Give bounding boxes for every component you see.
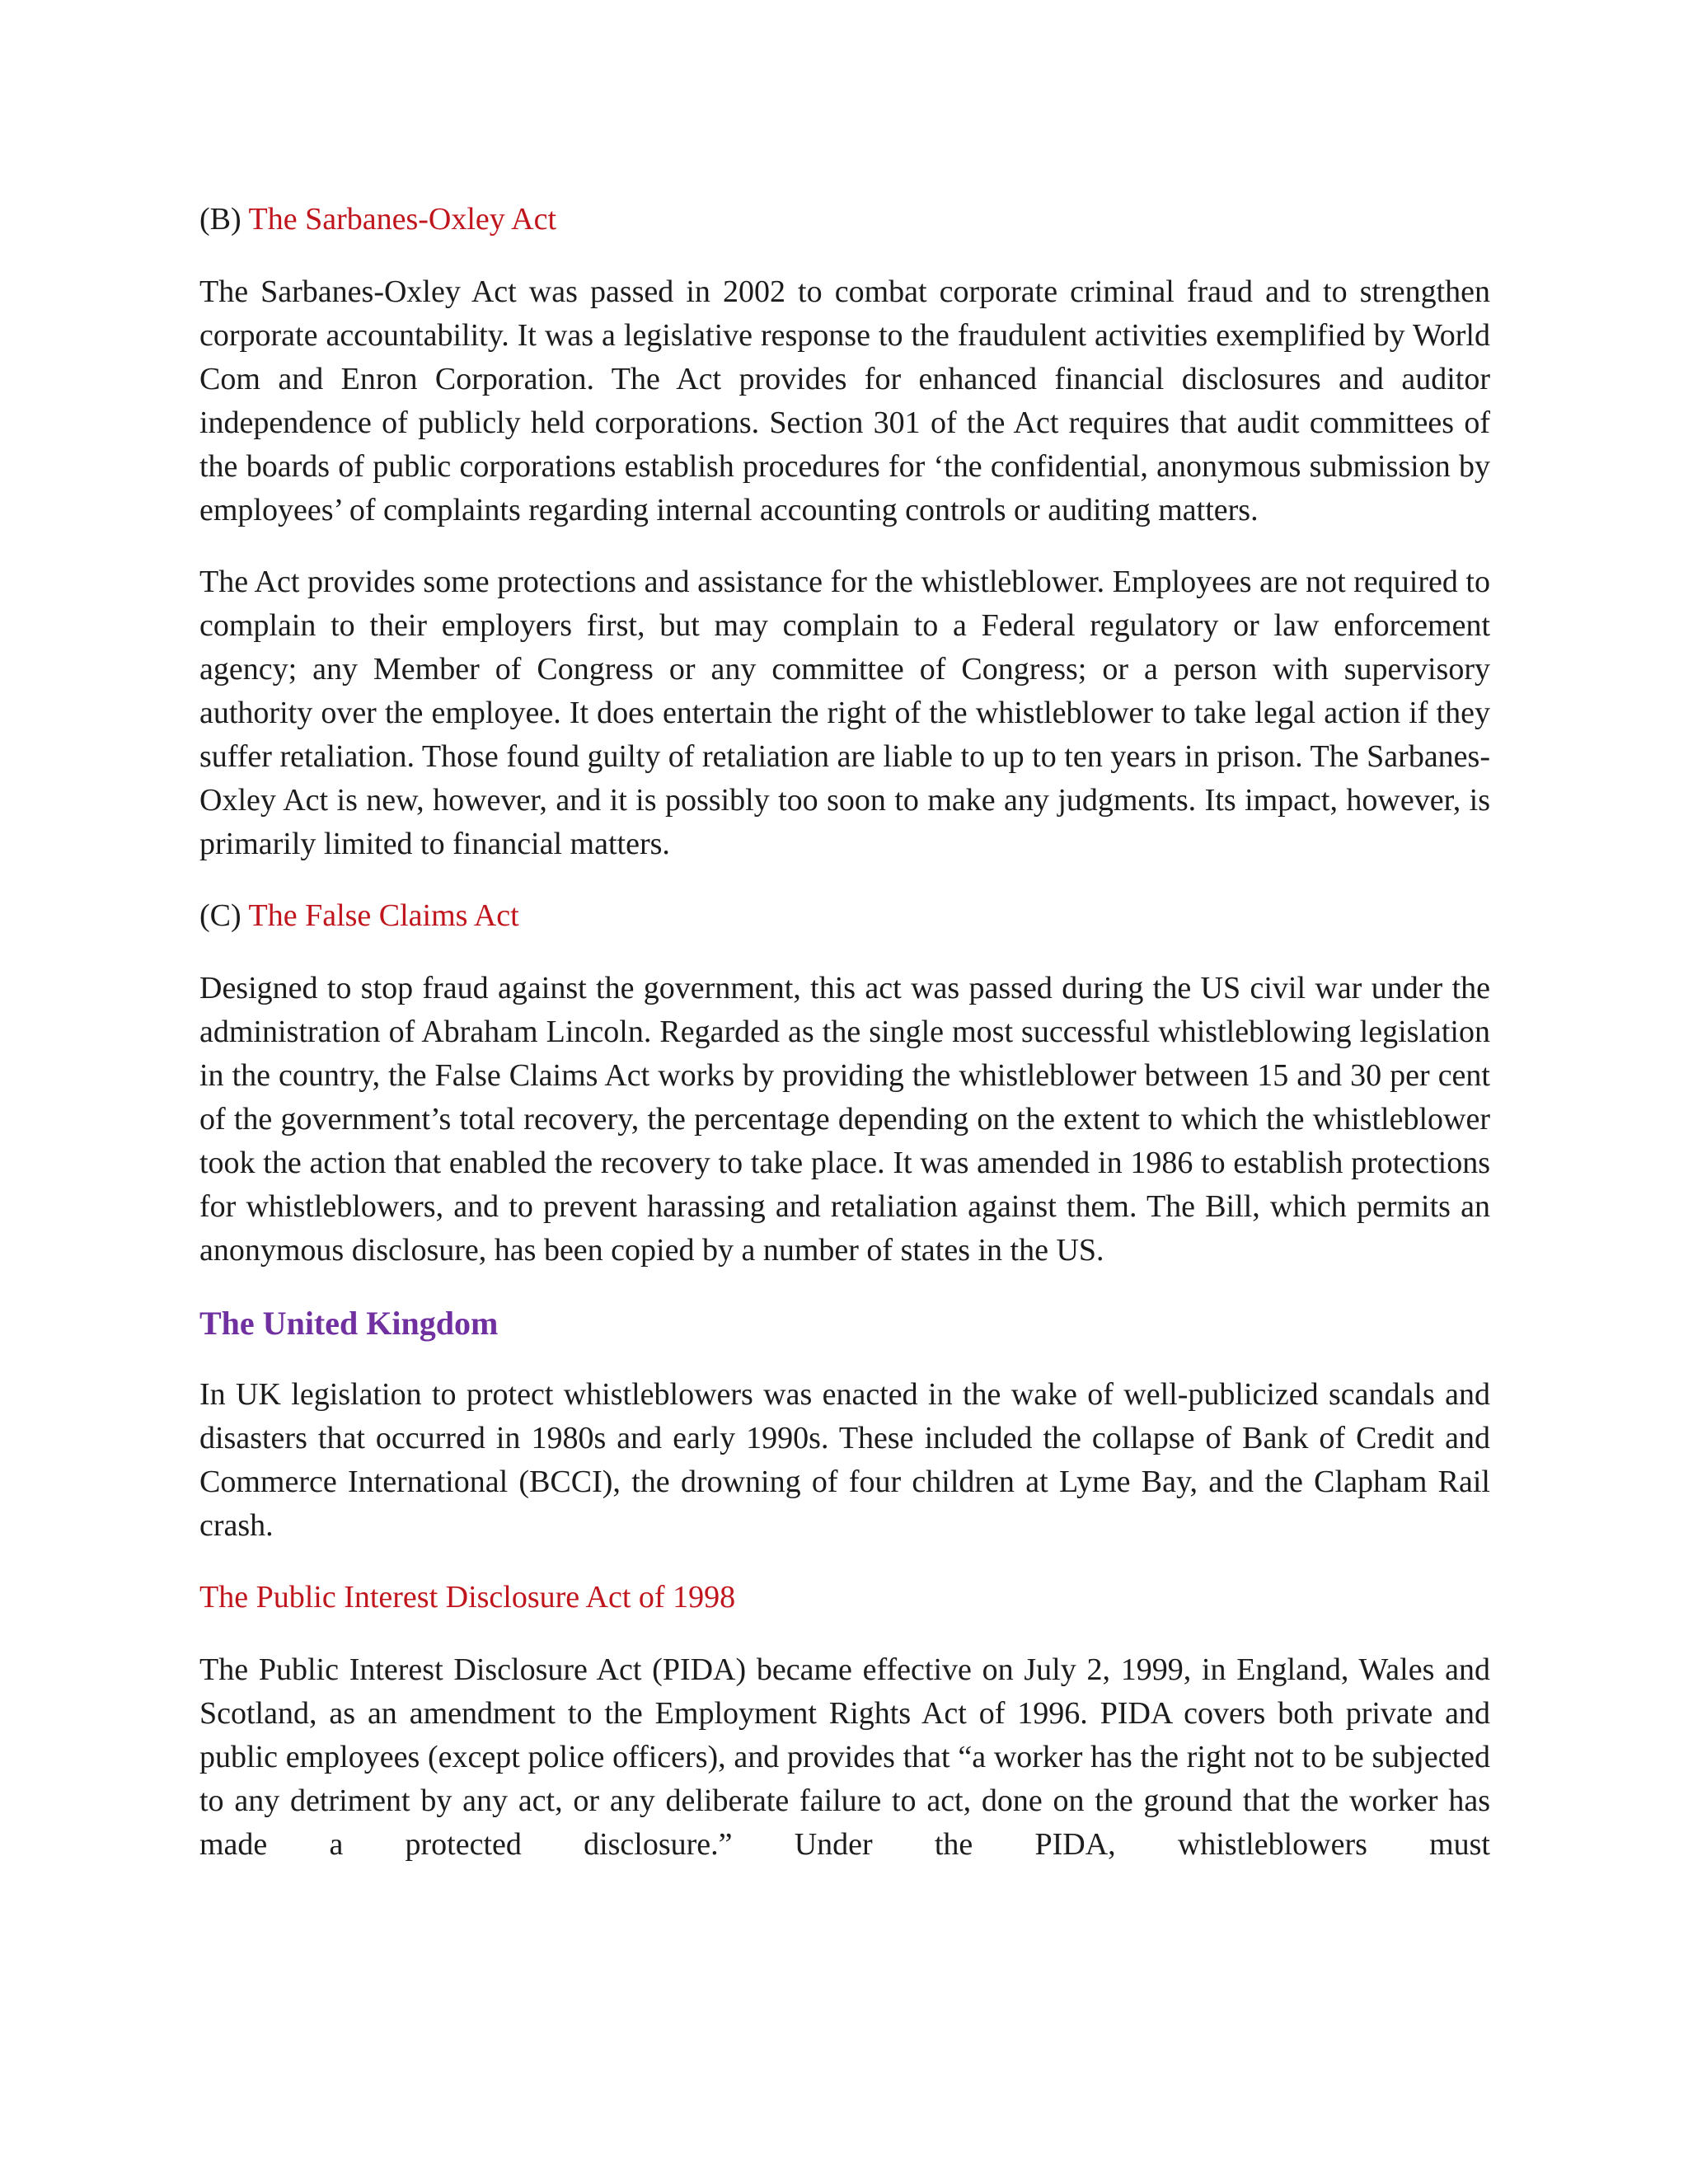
section-b-paragraph-2: The Act provides some protections and assistance for the whistleblower. Employees are not required to complain to their employers first, but may complain to a Federal regulatory or law enforcement agency; any Member of Congress or any committee of Congress; or a person with supervisory authority over the employee. It does entertain the right of the whistleblower to take legal action if they suffer retaliation. Those found guilty of retaliation are liable to up to ten years in prison. The Sarbanes-Oxley Act is new, however, and it is possibly too soon to make any judgments. Its impact, however, is primarily limited to financial matters. (199, 565, 1490, 861)
section-c-heading (199, 894, 1490, 938)
section-b-heading (199, 198, 1490, 241)
uk-heading: The United Kingdom (199, 1305, 499, 1342)
pida-heading: The Public Interest Disclosure Act of 1998 (199, 1580, 736, 1615)
document-page (199, 198, 1490, 1867)
section-b-label: (B) (199, 202, 241, 237)
section-c-label: (C) (199, 898, 241, 933)
uk-intro-paragraph: In UK legislation to protect whistleblowers was enacted in the wake of well-publicized scandals and disasters that occurred in 1980s and early 1990s. These included the collapse of Bank of Credit and Commerce International (BCCI), the drowning of four children at Lyme Bay, and the Clapham Rail crash. (199, 1377, 1490, 1543)
section-b-title: The Sarbanes-Oxley Act (248, 202, 557, 237)
section-c-paragraph: Designed to stop fraud against the government, this act was passed during the US civil war under the administration of Abraham Lincoln. Regarded as the single most successful whistleblowing legislation in the country, the False Claims Act works by providing the whistleblower between 15 and 30 per cent of the government’s total recovery, the percentage depending on the extent to which the whistleblower took the action that enabled the recovery to take place. It was amended in 1986 to establish protections for whistleblowers, and to prevent harassing and retaliation against them. The Bill, which permits an anonymous disclosure, has been copied by a number of states in the US. (199, 971, 1490, 1268)
section-c-title: The False Claims Act (248, 898, 519, 933)
section-b-paragraph-1: The Sarbanes-Oxley Act was passed in 2002 to combat corporate criminal fraud and to strengthen corporate accountability. It was a legislative response to the fraudulent activities exemplified by World Com and Enron Corporation. The Act provides for enhanced financial disclosures and auditor independence of publicly held corporations. Section 301 of the Act requires that audit committees of the boards of public corporations establish procedures for ‘the confidential, anonymous submission by employees’ of complaints regarding internal accounting controls or auditing matters. (199, 274, 1490, 527)
pida-paragraph: The Public Interest Disclosure Act (PIDA) became effective on July 2, 1999, in England, Wales and Scotland, as an amendment to the Employment Rights Act of 1996. PIDA covers both private and public employees (except police officers), and provides that “a worker has the right not to be subjected to any detriment by any act, or any deliberate failure to act, done on the ground that the worker has made a protected disclosure.” Under the PIDA, whistleblowers must (199, 1652, 1490, 1862)
